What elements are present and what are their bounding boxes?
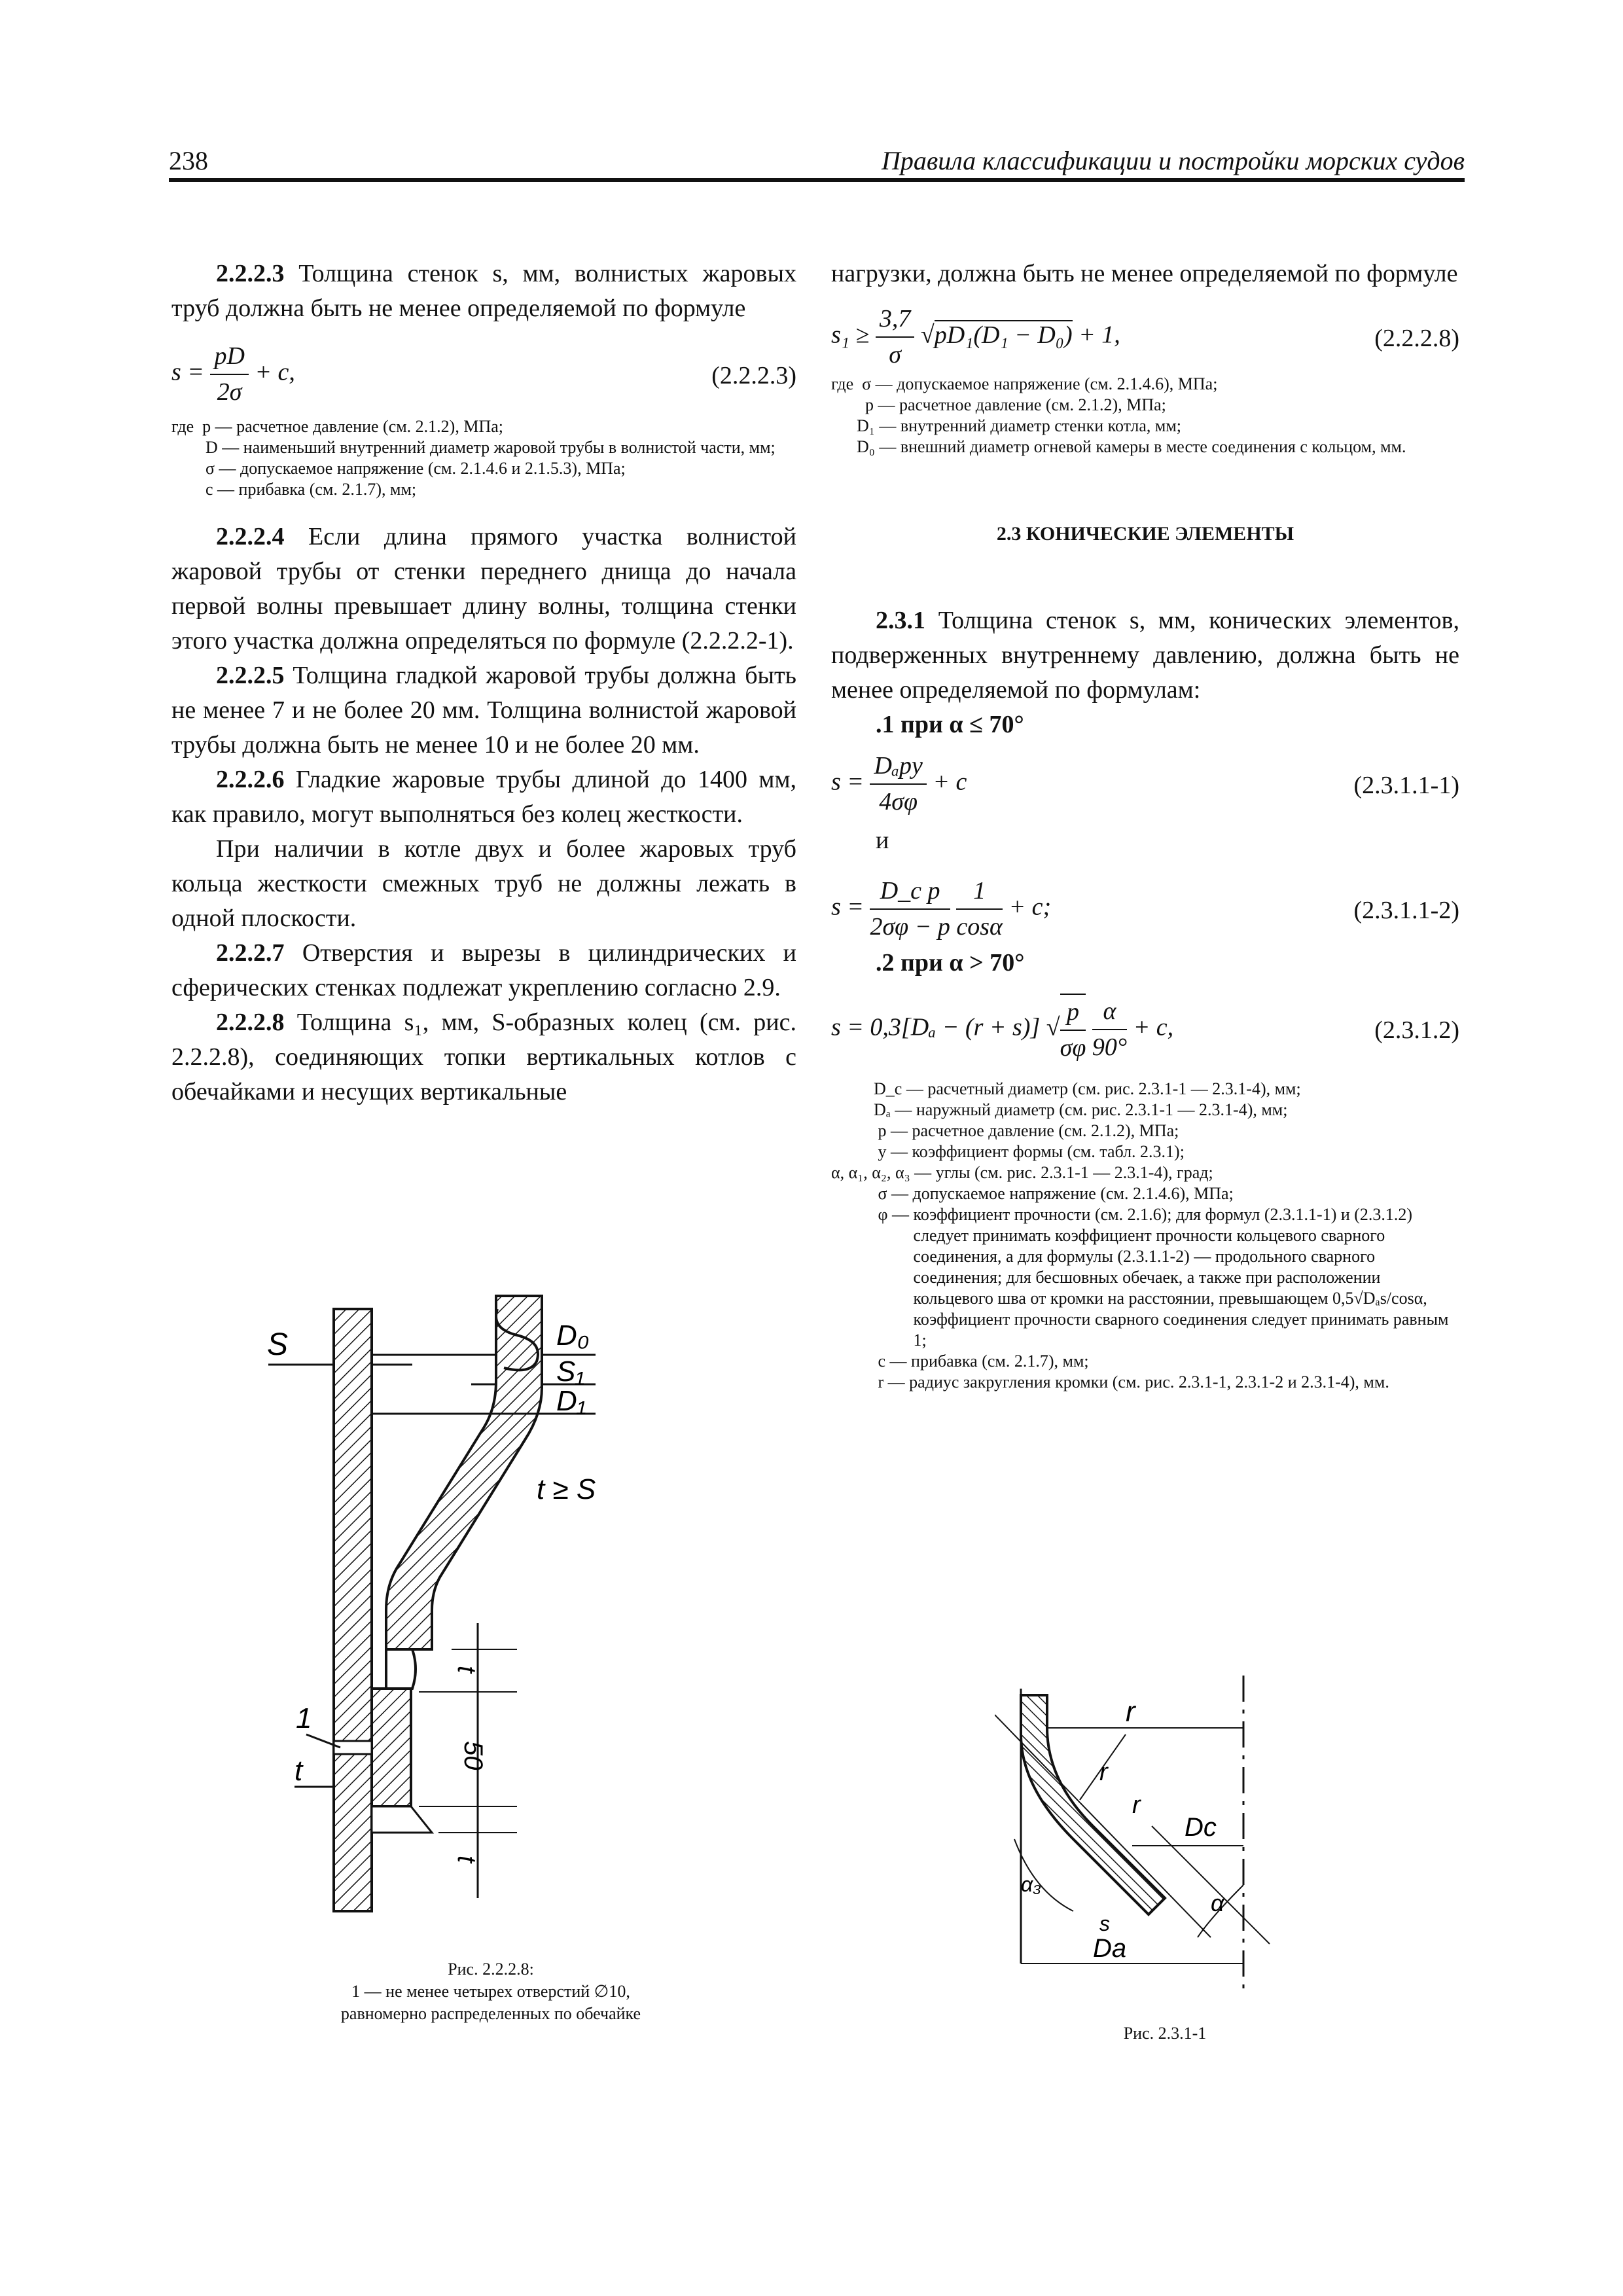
where-row — [171, 416, 796, 437]
where-key: σ — — [171, 459, 241, 478]
where-key: α, α₁, α₂, α₃ — — [831, 1163, 936, 1182]
ring-weld — [386, 1649, 416, 1689]
cone-axis-line — [995, 1715, 1211, 1937]
formula-2-2-2-3 — [171, 339, 796, 411]
formula-denominator-2: cosα — [956, 913, 1003, 941]
para-continuation: нагрузки, должна быть не менее определяемой по формуле — [831, 260, 1458, 287]
formula-lhs: s = 0,3[Dₐ − (r + s)] — [831, 1013, 1041, 1041]
where-key: D₁ — — [831, 416, 901, 435]
formula-numerator: Dₐpy — [870, 749, 926, 785]
label-r2: r — [1099, 1759, 1108, 1786]
figure-caption-2-3-1-1: Рис. 2.3.1-1 — [1123, 2024, 1207, 2043]
case-2: .2 при α > 70° — [876, 949, 1025, 977]
figure-2-2-2-8 — [255, 1283, 726, 1937]
where-row — [171, 437, 796, 458]
formula-root-numerator: p — [1060, 995, 1086, 1031]
where-row — [831, 416, 1459, 437]
where-value: наименьший внутренний диаметр жаровой трубы в волнистой части, мм; — [243, 438, 776, 457]
lower-ring — [372, 1689, 411, 1806]
formula-2-3-1-2: s = 0,3[Dₐ − (r + s)] √ $\frac{p}{\sigma\varphi}$ $\frac{\alpha}{90^\circ}$ + c, (2.3.1.2) — [831, 994, 1459, 1066]
formula-label: (2.3.1.2) — [1374, 1016, 1459, 1044]
where-key: r — — [831, 1372, 910, 1391]
where-key: c — — [831, 1352, 912, 1371]
formula-label: (2.2.2.8) — [1374, 325, 1459, 352]
caption-line: Рис. 2.2.2.8: — [448, 1960, 534, 1979]
running-title: Правила классификации и постройки морских судов — [881, 146, 1465, 175]
where-key: y — — [831, 1142, 912, 1161]
caption-line: 1 — не менее четырех отверстий ∅10, — [351, 1982, 630, 2001]
label-dc: Dc — [1185, 1813, 1217, 1842]
where-key: Dₐ — — [831, 1100, 916, 1119]
where-key: c — — [171, 480, 239, 499]
para-text: Если длина прямого участка волнистой жаровой трубы от стенки переднего днища до начала первой волны превышает длину волны, толщина стенки этого участка должна определяться по формуле (2.2.2.2-1). — [171, 523, 796, 655]
label-r: r — [1126, 1696, 1135, 1728]
where-row — [831, 374, 1459, 395]
formula-root: pD₁(D₁ − D₀) — [934, 321, 1073, 349]
label-50: 50 — [459, 1741, 488, 1770]
left-column — [171, 257, 796, 1109]
formula-numerator-2: 1 — [956, 874, 1003, 910]
where-value: расчетный диаметр (см. рис. 2.3.1-1 — 2.3.1-4), мм; — [927, 1079, 1301, 1098]
formula-label: (2.2.2.3) — [711, 362, 796, 389]
figure-2-3-1-1 — [995, 1676, 1335, 2003]
clause-number: 2.2.2.7 — [216, 939, 285, 967]
formula-lhs: s = — [831, 768, 864, 796]
where-row — [831, 1183, 1459, 1204]
where-value: расчетное давление (см. 2.1.2), МПа; — [899, 395, 1166, 414]
formula-rest: + c; — [1008, 893, 1052, 921]
formula-rest: + 1, — [1079, 321, 1120, 349]
where-value: углы (см. рис. 2.3.1-1 — 2.3.1-4), град; — [935, 1163, 1213, 1182]
where-value: расчетное давление (см. 2.1.2), МПа; — [912, 1121, 1179, 1140]
where-row — [171, 458, 796, 479]
formula-denominator: σ — [889, 341, 901, 368]
where-value: коэффициент прочности (см. 2.1.6); для формул (2.3.1.1-1) и (2.3.1.2) следует принимать коэффициент прочности кольцевого сварного соединения, а для формулы (2.3.1.1-2) — продольного сварного соединения; для бесшовных обечаек, а также при расположении кольцевого шва от кромки на расстоянии, превышающем 0,5√Dₐs/cosα, коэффициент прочности сварного соединения следует принимать равным 1; — [913, 1205, 1449, 1350]
where-row — [831, 1204, 1459, 1351]
formula-denominator: 2σφ − p — [870, 913, 950, 941]
cone-outer-line — [1152, 1826, 1270, 1944]
formula-2-2-2-8: s₁ ≥ $\frac{3,7}{\sigma}$ √pD₁(D₁ − D₀) + 1, (2.2.2.8) — [831, 302, 1459, 374]
clause-number: 2.3.1 — [876, 607, 925, 634]
formula-2-3-1-1-1 — [831, 749, 1459, 821]
where-key: D₀ — — [831, 437, 901, 456]
formula-rest: + c — [933, 768, 967, 796]
formula-numerator: 3,7 — [876, 302, 915, 338]
formula-rest: + c, — [1133, 1013, 1174, 1041]
formula-denominator: 4σφ — [879, 788, 918, 816]
where-row — [171, 479, 796, 500]
label-d0: D₀ — [556, 1319, 590, 1352]
formula-rest: + c, — [255, 358, 295, 386]
para-2-2-2-3 — [171, 257, 796, 326]
formula-denominator: 2σ — [217, 378, 242, 406]
where-value: прибавка (см. 2.1.7), мм; — [238, 480, 417, 499]
para-2-2-2-6 — [171, 762, 796, 832]
label-s: S — [267, 1327, 289, 1362]
right-column — [831, 257, 1459, 1393]
case-1: .1 при α ≤ 70° — [876, 711, 1024, 738]
para-text: Толщина стенок s, мм, конических элементов, подверженных внутреннему давлению, должна быть не менее определяемой по формулам: — [831, 607, 1459, 704]
para-text: Гладкие жаровые трубы длиной до 1400 мм, как правило, могут выполняться без колец жесткости. — [171, 766, 796, 828]
word-and: и — [876, 827, 889, 854]
where-row — [831, 395, 1459, 416]
where-value: внутренний диаметр стенки котла, мм; — [900, 416, 1181, 435]
para-text: Толщина s₁, мм, S-образных колец (см. рис. 2.2.2.8), соединяющих топки вертикальных котлов с обечайками и несущих вертикальные — [171, 1009, 796, 1105]
formula-label: (2.3.1.1-2) — [1353, 897, 1459, 924]
where-key: σ — — [831, 1184, 913, 1203]
clause-number: 2.2.2.5 — [216, 662, 285, 689]
label-a3: α₃ — [1021, 1873, 1041, 1896]
formula-denominator: 90° — [1092, 1033, 1128, 1061]
clause-number: 2.2.2.8 — [216, 1009, 285, 1036]
para-2-3-1 — [831, 603, 1459, 708]
section-heading: 2.3 КОНИЧЕСКИЕ ЭЛЕМЕНТЫ — [996, 523, 1294, 545]
formula-lhs: s₁ ≥ — [831, 321, 870, 349]
where-list-3 — [831, 1079, 1459, 1393]
where-key: D — — [171, 438, 243, 457]
where-key: D_c — — [831, 1079, 928, 1098]
clause-number: 2.2.2.6 — [216, 766, 285, 793]
where-value: радиус закругления кромки (см. рис. 2.3.1-1, 2.3.1-2 и 2.3.1-4), мм. — [909, 1372, 1389, 1391]
figure-caption-2-2-2-8 — [255, 1958, 726, 2025]
caption-line: равномерно распределенных по обечайке — [340, 2004, 641, 2023]
where-value: внешний диаметр огневой камеры в месте соединения с кольцом, мм. — [900, 437, 1406, 456]
label-1: 1 — [296, 1702, 312, 1734]
formula-lhs: s = — [831, 893, 864, 921]
where-row — [831, 1351, 1459, 1372]
where-value: наружный диаметр (см. рис. 2.3.1-1 — 2.3.1-4), мм; — [916, 1100, 1288, 1119]
header-rule — [169, 178, 1465, 182]
para-2-2-2-5 — [171, 658, 796, 762]
where-row — [831, 1121, 1459, 1141]
clause-number: 2.2.2.3 — [216, 260, 285, 287]
ring-bottom-weld — [372, 1806, 432, 1833]
label-t-left: t — [294, 1755, 303, 1787]
where-key: p — — [831, 395, 899, 414]
formula-root-denominator: σφ — [1060, 1034, 1086, 1062]
formula-numerator: α — [1092, 994, 1127, 1030]
label-s: s — [1099, 1912, 1110, 1935]
where-value: расчетное давление (см. 2.1.2), МПа; — [236, 417, 504, 436]
label-a: α — [1211, 1890, 1224, 1916]
label-t2: t — [452, 1856, 481, 1863]
para-text: Отверстия и вырезы в цилиндрических и сферических стенках подлежат укреплению согласно 2.9. — [171, 939, 796, 1001]
label-r3: r — [1132, 1791, 1141, 1819]
where-list-2 — [831, 374, 1459, 457]
where-key: где σ — — [831, 374, 897, 393]
para-2-2-2-7 — [171, 936, 796, 1005]
formula-numerator: pD — [210, 339, 248, 375]
where-row — [831, 1372, 1459, 1393]
s-ring — [386, 1296, 542, 1649]
where-value: допускаемое напряжение (см. 2.1.4.6 и 2.1.5.3), МПа; — [240, 459, 626, 478]
where-row — [831, 437, 1459, 457]
formula-numerator: D_c p — [870, 874, 950, 910]
where-key: p — — [831, 1121, 912, 1140]
formula-label: (2.3.1.1-1) — [1353, 772, 1459, 799]
where-row — [831, 1079, 1459, 1100]
where-list-1 — [171, 416, 796, 500]
where-row — [831, 1141, 1459, 1162]
where-value: прибавка (см. 2.1.7), мм; — [911, 1352, 1089, 1371]
para-2-2-2-4 — [171, 520, 796, 658]
label-t1: t — [452, 1666, 481, 1674]
where-key: где p — — [171, 417, 237, 436]
where-value: коэффициент формы (см. табл. 2.3.1); — [912, 1142, 1185, 1161]
where-value: допускаемое напряжение (см. 2.1.4.6), МПа; — [912, 1184, 1234, 1203]
where-key: φ — — [831, 1205, 914, 1224]
label-s1: S₁ — [556, 1355, 585, 1388]
label-condition: t ≥ S — [537, 1473, 596, 1505]
para-rings: При наличии в котле двух и более жаровых труб кольца жесткости смежных труб не должны лежать в одной плоскости. — [171, 835, 796, 932]
where-row — [831, 1100, 1459, 1121]
formula-lhs: s = — [171, 358, 204, 386]
page-number: 238 — [169, 146, 208, 175]
para-text: Толщина стенок s, мм, волнистых жаровых труб должна быть не менее определяемой по формуле — [171, 260, 796, 322]
label-da: Da — [1093, 1934, 1127, 1963]
para-text: Толщина гладкой жаровой трубы должна быть не менее 7 и не более 20 мм. Толщина волнистой жаровой трубы должна быть не менее 10 и не более 20 мм. — [171, 662, 796, 759]
label-d1: D₁ — [556, 1385, 586, 1417]
where-row — [831, 1162, 1459, 1183]
para-2-2-2-8 — [171, 1005, 796, 1109]
clause-number: 2.2.2.4 — [216, 523, 285, 550]
shell-plate — [334, 1309, 372, 1911]
formula-2-3-1-1-2 — [831, 874, 1459, 946]
where-value: допускаемое напряжение (см. 2.1.4.6), МПа; — [897, 374, 1218, 393]
